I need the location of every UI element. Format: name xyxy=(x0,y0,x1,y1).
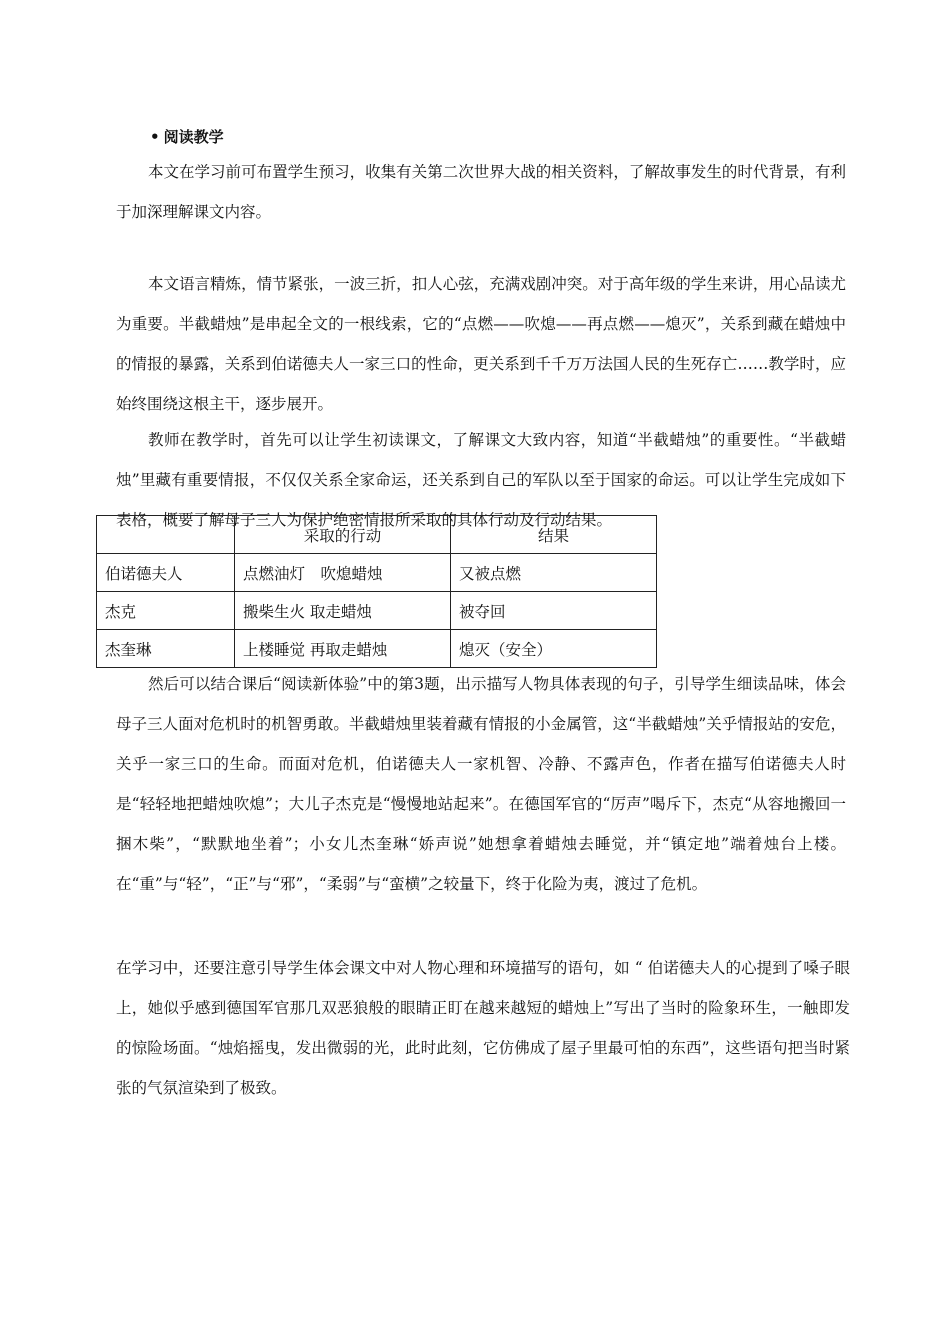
table-row xyxy=(97,554,657,592)
table-header-cell: 结果 xyxy=(451,516,657,554)
bullet-icon: • xyxy=(150,128,160,146)
table-cell-person: 杰克 xyxy=(97,592,235,630)
paragraph-description: 在学习中，还要注意引导学生体会课文中对人物心理和环境描写的语句，如 “ 伯诺德夫人的心提到了嗓子眼上，她似乎感到德国军官那几双恶狼般的眼睛正盯在越来越短的蜡烛上”写出了当时的险象环生，一触即发的惊险场面。“烛焰摇曳，发出微弱的光，此时此刻，它仿佛成了屋子里最可怕的东西”，这些语句把当时紧张的气氛渲染到了极致。 xyxy=(116,959,850,1097)
section-title: 阅读教学 xyxy=(163,128,224,146)
table-cell-action: 搬柴生火 取走蜡烛 xyxy=(235,592,451,630)
table-row xyxy=(97,592,657,630)
table-cell-person: 伯诺德夫人 xyxy=(97,554,235,592)
table-cell-result: 又被点燃 xyxy=(451,554,657,592)
paragraph-language: 本文语言精炼，情节紧张，一波三折，扣人心弦，充满戏剧冲突。对于高年级的学生来讲，用心品读尤为重要。半截蜡烛”是串起全文的一根线索，它的“点燃——吹熄——再点燃——熄灭”，关系到藏在蜡烛中的情报的暴露，关系到伯诺德夫人一家三口的性命，更关系到千千万万法国人民的生死存亡……教学时，应始终围绕这根主干，逐步展开。 xyxy=(116,275,846,413)
table-cell-action: 点燃油灯 吹熄蜡烛 xyxy=(235,554,451,592)
table-cell-result: 熄灭（安全） xyxy=(451,630,657,668)
table-row xyxy=(97,630,657,668)
table-cell-action: 上楼睡觉 再取走蜡烛 xyxy=(235,630,451,668)
table-header-row xyxy=(97,516,657,554)
paragraph-teaching: 教师在教学时，首先可以让学生初读课文，了解课文大致内容，知道“半截蜡烛”的重要性。“半截蜡烛”里藏有重要情报，不仅仅关系全家命运，还关系到自己的军队以至于国家的命运。可以让学生完成如下表格，概要了解母子三人为保护绝密情报所采取的具体行动及行动结果。 xyxy=(116,431,846,529)
section-heading xyxy=(150,126,224,147)
action-result-table xyxy=(96,515,657,668)
table-header-cell: 采取的行动 xyxy=(235,516,451,554)
paragraph-analysis: 然后可以结合课后“阅读新体验”中的第3题，出示描写人物具体表现的句子，引导学生细读品味，体会母子三人面对危机时的机智勇敢。半截蜡烛里装着藏有情报的小金属管，这“半截蜡烛”关乎情报站的安危，关乎一家三口的生命。而面对危机，伯诺德夫人一家机智、冷静、不露声色，作者在描写伯诺德夫人时是“轻轻地把蜡烛吹熄”；大儿子杰克是“慢慢地站起来”。在德国军官的“厉声”喝斥下，杰克“从容地搬回一捆木柴”，“默默地坐着”；小女儿杰奎琳“娇声说”她想拿着蜡烛去睡觉，并“镇定地”端着烛台上楼。在“重”与“轻”，“正”与“邪”，“柔弱”与“蛮横”之较量下，终于化险为夷，渡过了危机。 xyxy=(116,675,846,893)
paragraph-preview: 本文在学习前可布置学生预习，收集有关第二次世界大战的相关资料，了解故事发生的时代背景，有利于加深理解课文内容。 xyxy=(116,163,846,221)
table-cell-person: 杰奎琳 xyxy=(97,630,235,668)
table-cell-result: 被夺回 xyxy=(451,592,657,630)
table-header-cell xyxy=(97,516,235,554)
